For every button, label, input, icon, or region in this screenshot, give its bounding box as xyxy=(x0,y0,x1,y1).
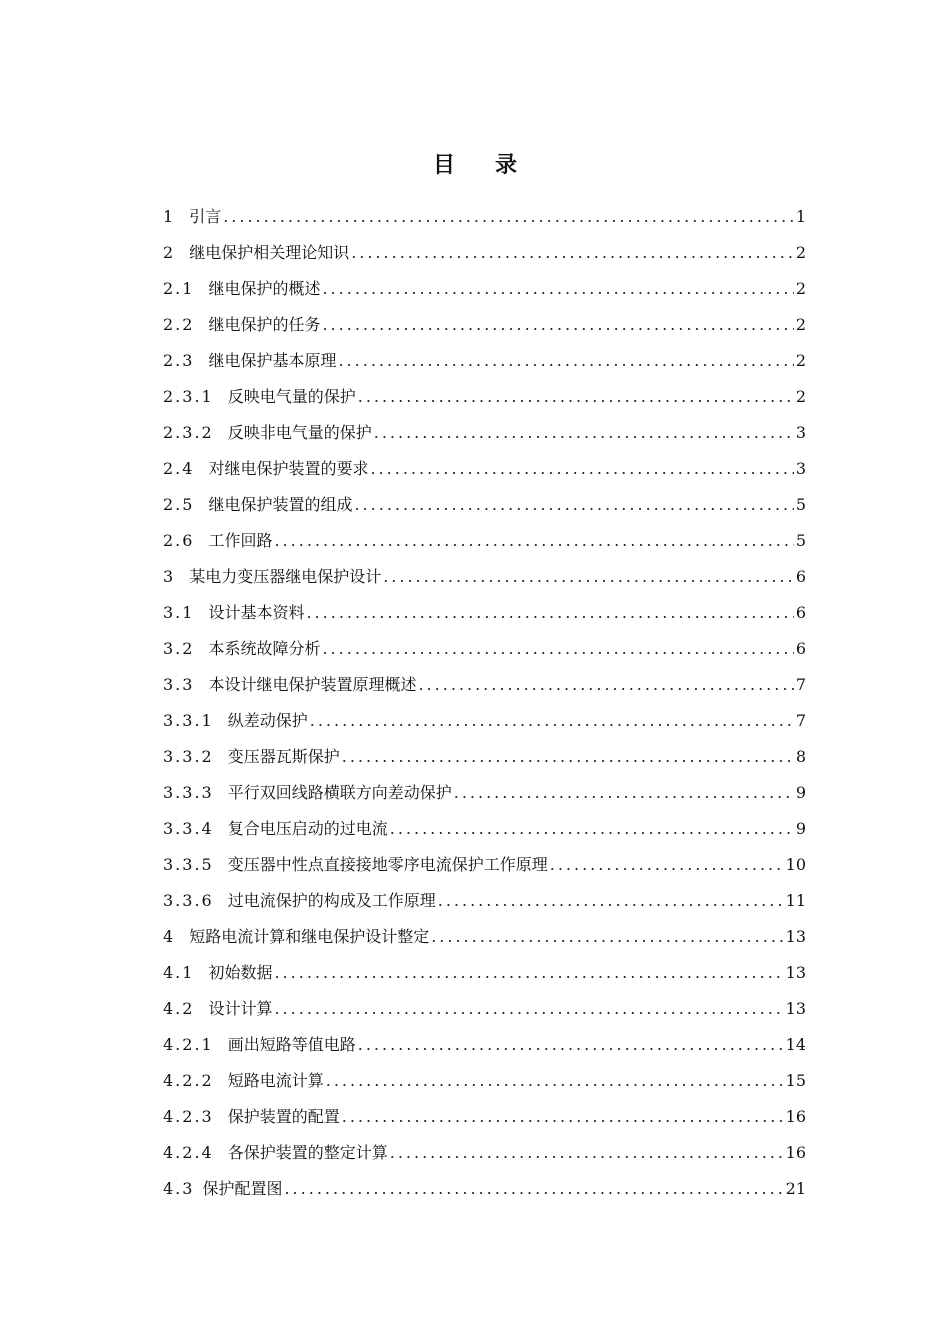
toc-entry[interactable] xyxy=(163,559,806,595)
toc-entry-number: 3.3.1 xyxy=(163,711,214,730)
toc-entry-page: 13 xyxy=(785,999,806,1018)
toc-entry[interactable] xyxy=(163,1099,806,1135)
toc-dot-leader xyxy=(370,451,793,487)
toc-entry-title: 纵差动保护 xyxy=(227,711,308,730)
toc-entry-number: 2.1 xyxy=(163,279,195,298)
toc-entry-title: 某电力变压器继电保护设计 xyxy=(189,567,382,586)
toc-title-left: 目 xyxy=(432,152,455,178)
toc-entry-title: 过电流保护的构成及工作原理 xyxy=(227,891,436,910)
toc-entry-page: 7 xyxy=(795,675,806,694)
toc-entry-number: 2 xyxy=(163,243,176,262)
toc-dot-leader xyxy=(223,199,794,235)
toc-entry-title: 反映电气量的保护 xyxy=(227,387,356,406)
toc-entry-number: 2.3.1 xyxy=(163,387,214,406)
toc-dot-leader xyxy=(431,919,783,955)
toc-entry-page: 2 xyxy=(795,243,806,262)
toc-entry-number: 3 xyxy=(163,567,176,586)
toc-entry-number: 4.2.3 xyxy=(163,1107,214,1126)
toc-dot-leader xyxy=(354,487,793,523)
toc-entry-number: 4.2.2 xyxy=(163,1071,214,1090)
toc-entry-number: 4.2.1 xyxy=(163,1035,214,1054)
toc-entry-number: 2.2 xyxy=(163,315,195,334)
toc-entry[interactable] xyxy=(163,199,806,235)
toc-entry[interactable] xyxy=(163,1135,806,1171)
toc-entry-page: 2 xyxy=(795,315,806,334)
toc-entry[interactable] xyxy=(163,847,806,883)
toc-title-right: 录 xyxy=(495,152,518,178)
toc-list xyxy=(163,199,806,1207)
toc-entry-page: 5 xyxy=(795,495,806,514)
toc-entry-page: 6 xyxy=(795,567,806,586)
toc-entry-number: 4.3 xyxy=(163,1179,195,1198)
toc-entry-title: 短路电流计算 xyxy=(227,1071,324,1090)
toc-entry-page: 21 xyxy=(785,1179,806,1198)
toc-entry-title: 变压器瓦斯保护 xyxy=(227,747,340,766)
toc-dot-leader xyxy=(550,847,784,883)
toc-entry-page: 16 xyxy=(785,1107,806,1126)
toc-entry-title: 保护装置的配置 xyxy=(227,1107,340,1126)
toc-entry[interactable] xyxy=(163,379,806,415)
toc-entry-page: 14 xyxy=(785,1035,806,1054)
toc-dot-leader xyxy=(306,595,793,631)
toc-entry-page: 9 xyxy=(795,819,806,838)
toc-entry-number: 3.3.5 xyxy=(163,855,214,874)
toc-dot-leader xyxy=(418,667,793,703)
toc-entry-page: 3 xyxy=(795,423,806,442)
toc-entry-number: 3.3.6 xyxy=(163,891,214,910)
toc-entry[interactable] xyxy=(163,451,806,487)
toc-entry[interactable] xyxy=(163,955,806,991)
toc-entry-page: 2 xyxy=(795,387,806,406)
toc-entry[interactable] xyxy=(163,235,806,271)
toc-entry[interactable] xyxy=(163,811,806,847)
toc-entry-page: 8 xyxy=(795,747,806,766)
toc-entry-title: 反映非电气量的保护 xyxy=(227,423,372,442)
toc-entry-title: 继电保护的概述 xyxy=(208,279,321,298)
toc-dot-leader xyxy=(322,631,793,667)
toc-entry-page: 2 xyxy=(795,351,806,370)
toc-entry[interactable] xyxy=(163,883,806,919)
toc-entry-page: 10 xyxy=(785,855,806,874)
toc-entry-title: 平行双回线路横联方向差动保护 xyxy=(227,783,452,802)
toc-entry-number: 3.3.3 xyxy=(163,783,214,802)
toc-entry-title: 保护配置图 xyxy=(202,1179,283,1198)
toc-entry[interactable] xyxy=(163,343,806,379)
toc-entry[interactable] xyxy=(163,1063,806,1099)
toc-dot-leader xyxy=(326,1063,784,1099)
toc-entry[interactable] xyxy=(163,1027,806,1063)
toc-dot-leader xyxy=(342,739,794,775)
toc-dot-leader xyxy=(454,775,794,811)
toc-dot-leader xyxy=(274,955,783,991)
toc-entry-number: 3.2 xyxy=(163,639,195,658)
toc-entry-title: 本设计继电保护装置原理概述 xyxy=(208,675,417,694)
toc-dot-leader xyxy=(351,235,794,271)
toc-dot-leader xyxy=(383,559,794,595)
toc-entry-number: 2.3.2 xyxy=(163,423,214,442)
toc-entry-page: 11 xyxy=(785,891,806,910)
toc-entry-title: 继电保护的任务 xyxy=(208,315,321,334)
toc-entry-title: 复合电压启动的过电流 xyxy=(227,819,388,838)
toc-entry-title: 画出短路等值电路 xyxy=(227,1035,356,1054)
toc-entry-title: 引言 xyxy=(189,207,222,226)
toc-dot-leader xyxy=(310,703,794,739)
toc-entry-title: 变压器中性点直接接地零序电流保护工作原理 xyxy=(227,855,548,874)
toc-entry[interactable] xyxy=(163,631,806,667)
toc-entry-number: 2.6 xyxy=(163,531,195,550)
toc-dot-leader xyxy=(338,343,793,379)
toc-entry-page: 9 xyxy=(795,783,806,802)
toc-entry-title: 继电保护装置的组成 xyxy=(208,495,353,514)
toc-entry-page: 7 xyxy=(795,711,806,730)
toc-dot-leader xyxy=(390,811,794,847)
toc-entry-number: 3.3.4 xyxy=(163,819,214,838)
toc-entry[interactable] xyxy=(163,739,806,775)
toc-entry-page: 1 xyxy=(795,207,806,226)
toc-entry-number: 2.5 xyxy=(163,495,195,514)
toc-entry-page: 6 xyxy=(795,639,806,658)
toc-entry-title: 继电保护相关理论知识 xyxy=(189,243,350,262)
toc-entry-title: 短路电流计算和继电保护设计整定 xyxy=(189,927,430,946)
toc-title xyxy=(0,148,950,179)
toc-dot-leader xyxy=(390,1135,784,1171)
toc-entry-number: 3.3.2 xyxy=(163,747,214,766)
toc-entry-title: 对继电保护装置的要求 xyxy=(208,459,369,478)
toc-entry-title: 本系统故障分析 xyxy=(208,639,321,658)
toc-dot-leader xyxy=(284,1171,783,1207)
toc-entry-number: 1 xyxy=(163,207,176,226)
toc-entry[interactable] xyxy=(163,487,806,523)
toc-entry-number: 4.2.4 xyxy=(163,1143,214,1162)
toc-entry[interactable] xyxy=(163,1171,806,1207)
toc-entry-number: 3.3 xyxy=(163,675,195,694)
toc-entry-page: 13 xyxy=(785,963,806,982)
toc-entry-title: 初始数据 xyxy=(208,963,273,982)
toc-entry-page: 15 xyxy=(785,1071,806,1090)
toc-dot-leader xyxy=(342,1099,784,1135)
toc-dot-leader xyxy=(322,271,793,307)
toc-entry-page: 3 xyxy=(795,459,806,478)
toc-entry[interactable] xyxy=(163,703,806,739)
toc-entry-number: 2.4 xyxy=(163,459,195,478)
toc-entry-page: 5 xyxy=(795,531,806,550)
toc-entry[interactable] xyxy=(163,775,806,811)
toc-dot-leader xyxy=(438,883,784,919)
toc-entry-number: 2.3 xyxy=(163,351,195,370)
toc-entry-title: 设计计算 xyxy=(208,999,273,1018)
toc-entry[interactable] xyxy=(163,271,806,307)
toc-entry-title: 工作回路 xyxy=(208,531,273,550)
toc-entry-title: 继电保护基本原理 xyxy=(208,351,337,370)
toc-entry[interactable] xyxy=(163,667,806,703)
toc-entry[interactable] xyxy=(163,307,806,343)
toc-entry[interactable] xyxy=(163,415,806,451)
toc-entry-number: 4.1 xyxy=(163,963,195,982)
toc-dot-leader xyxy=(322,307,793,343)
toc-entry[interactable] xyxy=(163,919,806,955)
toc-dot-leader xyxy=(274,523,793,559)
toc-entry-page: 13 xyxy=(785,927,806,946)
toc-entry-page: 2 xyxy=(795,279,806,298)
toc-entry-title: 各保护装置的整定计算 xyxy=(227,1143,388,1162)
toc-entry-page: 16 xyxy=(785,1143,806,1162)
toc-dot-leader xyxy=(358,1027,784,1063)
toc-entry[interactable] xyxy=(163,523,806,559)
toc-entry-number: 4 xyxy=(163,927,176,946)
toc-entry-page: 6 xyxy=(795,603,806,622)
toc-entry[interactable] xyxy=(163,991,806,1027)
toc-entry[interactable] xyxy=(163,595,806,631)
toc-dot-leader xyxy=(274,991,783,1027)
toc-entry-number: 3.1 xyxy=(163,603,195,622)
toc-dot-leader xyxy=(358,379,794,415)
toc-dot-leader xyxy=(374,415,794,451)
toc-entry-title: 设计基本资料 xyxy=(208,603,305,622)
toc-entry-number: 4.2 xyxy=(163,999,195,1018)
